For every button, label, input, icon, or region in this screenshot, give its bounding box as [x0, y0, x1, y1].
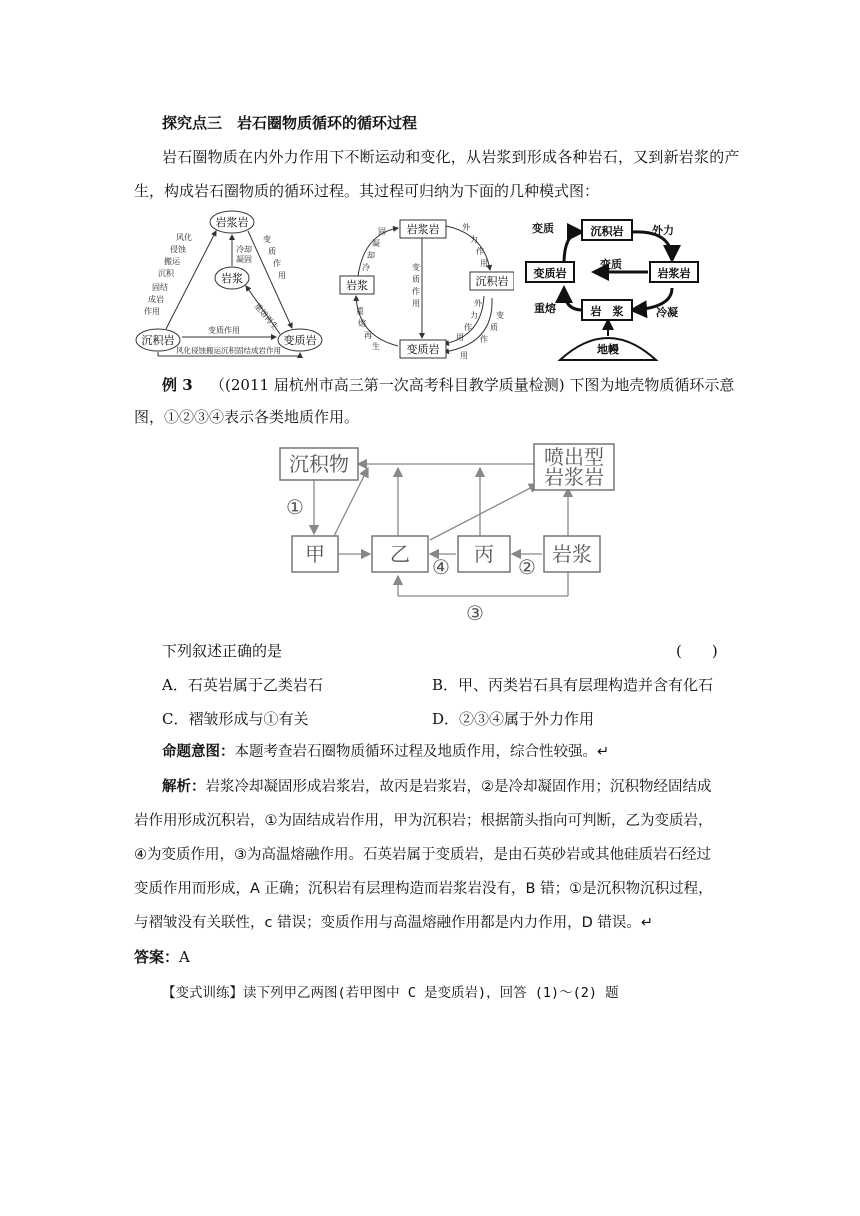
d1-label-right-1: 质: [268, 247, 276, 256]
section-title: 探究点三 岩石圈物质循环的循环过程: [162, 114, 418, 132]
d1-node-left: 沉积岩: [141, 334, 175, 347]
d2-label-br-a-0: 外: [474, 299, 482, 308]
label-four: ④: [432, 555, 450, 579]
crust-cycle-diagram: [270, 438, 626, 628]
d2-node-top: 岩浆岩: [406, 223, 440, 236]
d1-label-right-mid: 重熔再生: [252, 301, 280, 332]
option-c: C．褶皱形成与①有关: [162, 710, 309, 728]
answer-value: A: [179, 948, 190, 966]
answer-bracket: ( ): [676, 642, 718, 660]
d2-node-right: 沉积岩: [475, 275, 509, 288]
d2-label-tr-2: 作: [476, 247, 484, 256]
d1-node-top: 岩浆岩: [215, 216, 249, 229]
d1-label-left-6: 作用: [144, 307, 160, 316]
d1-label-center-1: 凝固: [236, 255, 252, 264]
d1-label-left-2: 搬运: [164, 257, 180, 266]
analysis-line-5: 与褶皱没有关联性，c 错误；变质作用与高温熔融作用都是内力作用，D 错误。↵: [134, 915, 654, 931]
d2-label-bl-3: 生: [372, 342, 380, 351]
d2-label-tr-0: 外: [462, 223, 470, 232]
example-line-1: （(2011 届杭州市高三第一次高考科目教学质量检测) 下图为地壳物质循环示意: [210, 376, 735, 394]
d2-label-br-b-0: 变: [496, 311, 504, 320]
d1-label-left-0: 风化: [176, 233, 192, 242]
analysis-line-3: ④为变质作用，③为高温熔融作用。石英岩属于变质岩，是由石英砂岩或其他硅质岩石经过: [134, 847, 711, 863]
analysis-line-1: 岩浆冷却凝固形成岩浆岩，故丙是岩浆岩，②是冷却凝固作用；沉积物经固结成: [205, 779, 712, 795]
d1-label-bottom-top: 变质作用: [208, 326, 240, 335]
d1-node-right: 变质岩: [283, 334, 317, 347]
intro-line-2: 生，构成岩石圈物质的循环过程。其过程可归纳为下面的几种模式图：: [134, 182, 600, 200]
rock-cycle-diagram-1: [128, 206, 323, 362]
d3-label-br: 冷凝: [656, 306, 678, 319]
d2-label-c-3: 用: [412, 299, 420, 308]
d1-label-left-1: 侵蚀: [170, 245, 186, 254]
d1-label-left-5: 成岩: [148, 295, 164, 304]
d1-label-center-0: 冷却: [236, 245, 252, 254]
d3-node-left: 变质岩: [533, 267, 567, 280]
node-jia: 甲: [305, 542, 325, 566]
analysis-line-2: 岩作用形成沉积岩，①为固结成岩作用，甲为沉积岩；根据箭头指向可判断，乙为变质岩，: [134, 813, 713, 829]
d2-node-left: 岩浆: [346, 279, 368, 292]
d1-label-left-3: 沉积: [158, 269, 174, 278]
d2-label-br-b-2: 作: [480, 335, 488, 344]
d2-label-tr-1: 力: [470, 235, 478, 244]
d2-label-br-b-1: 质: [490, 323, 498, 332]
d2-label-tr-3: 用: [480, 259, 488, 268]
d2-label-br-b-3: 用: [460, 351, 468, 360]
intro-line-1: 岩石圈物质在内外力作用下不断运动和变化，从岩浆到形成各种岩石，又到新岩浆的产: [162, 148, 740, 166]
d2-label-bl-2: 再: [364, 331, 372, 340]
d3-label-tl: 变质: [532, 222, 554, 235]
option-a: A．石英岩属于乙类岩石: [162, 676, 323, 694]
d2-label-bl-0: 重: [356, 307, 364, 316]
d1-label-bottom-below: 风化侵蚀搬运沉积固结成岩作用: [176, 346, 281, 355]
example-line-2: 图，①②③④表示各类地质作用。: [134, 408, 360, 426]
d3-node-top: 沉积岩: [590, 225, 624, 238]
d1-label-left-4: 固结: [152, 283, 168, 292]
d2-label-tl-3: 冷: [362, 263, 370, 272]
d3-node-mantle: 地幔: [597, 343, 619, 356]
option-d: D．②③④属于外力作用: [432, 710, 595, 728]
d2-label-c-2: 作: [412, 287, 420, 296]
label-one: ①: [286, 495, 304, 519]
question-stem: 下列叙述正确的是: [162, 642, 283, 660]
node-bing: 丙: [474, 542, 494, 566]
d2-label-br-a-3: 用: [456, 333, 464, 342]
analysis-line-4: 变质作用而形成，A 正确；沉积岩有层理构造而岩浆岩没有，B 错；①是沉积物沉积过程，: [134, 881, 713, 897]
node-yi: 乙: [390, 542, 410, 566]
rock-cycle-diagram-2: [334, 206, 514, 362]
label-two: ②: [518, 555, 536, 579]
d3-label-bl: 重熔: [534, 302, 556, 315]
d1-label-right-0: 变: [263, 235, 271, 244]
d2-label-c-1: 质: [412, 275, 420, 284]
node-magma: 岩浆: [552, 542, 592, 566]
d2-label-bl-1: 熔: [358, 319, 366, 328]
intent-label: 命题意图：: [162, 744, 235, 760]
d2-label-tl-2: 却: [367, 251, 375, 260]
node-extrusive-2: 岩浆岩: [544, 465, 604, 489]
answer-label: 答案：: [134, 948, 180, 966]
analysis-label: 解析：: [162, 779, 206, 795]
d1-node-center: 岩浆: [221, 272, 243, 285]
option-b: B．甲、丙类岩石具有层理构造并含有化石: [432, 676, 714, 694]
d2-node-bottom: 变质岩: [406, 343, 440, 356]
d3-node-right: 岩浆岩: [657, 267, 691, 280]
example-label: 例 3: [162, 376, 193, 394]
d1-label-right-3: 用: [278, 271, 286, 280]
d2-label-tl-1: 凝: [372, 239, 380, 248]
d3-node-bottom: 岩 浆: [590, 305, 624, 318]
d3-label-tr: 外力: [652, 224, 674, 237]
d2-label-c-0: 变: [412, 263, 420, 272]
d1-label-right-2: 作: [273, 259, 281, 268]
d2-label-br-a-1: 力: [470, 311, 478, 320]
node-extrusive-1: 喷出型: [544, 445, 604, 469]
d3-label-mid: 变质: [600, 258, 622, 271]
variant-exercise: 【变式训练】读下列甲乙两图(若甲图中 C 是变质岩)，回答 (1)～(2) 题: [162, 985, 619, 1001]
rock-cycle-diagram-3: [520, 206, 712, 362]
node-sediment: 沉积物: [289, 452, 349, 476]
intent-text: 本题考查岩石圈物质循环过程及地质作用，综合性较强。↵: [234, 744, 610, 760]
label-three: ③: [466, 601, 484, 625]
d2-label-br-a-2: 作: [464, 323, 472, 332]
d2-label-tl-0: 固: [378, 227, 386, 236]
